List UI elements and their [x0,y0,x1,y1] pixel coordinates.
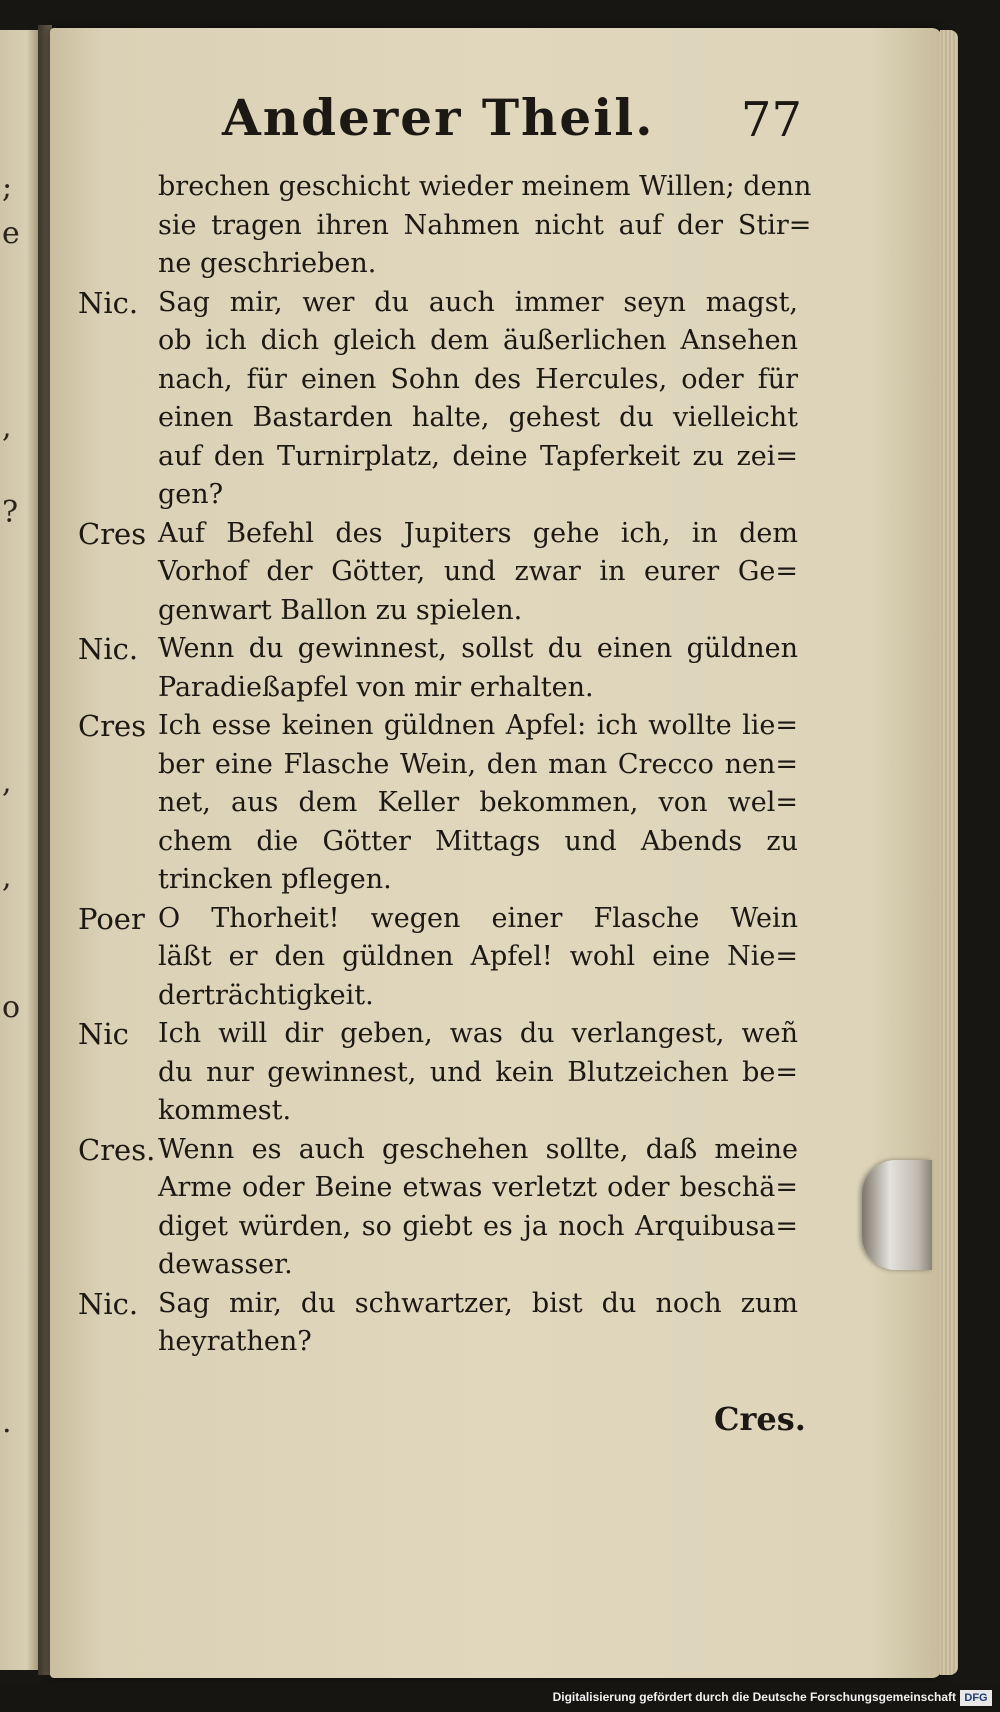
text-line: genwart Ballon zu spielen. [158,594,523,626]
speaker-label: Nic. [78,1286,139,1321]
text-line: auf den Turnirplatz, deine Tapferkeit zu zei= [158,440,798,472]
funding-credit: Digitalisierung gefördert durch die Deutsche Forschungsgemeinschaft [552,1690,956,1704]
text-line: ber eine Flasche Wein, den man Crecco nen= [158,748,798,780]
bleed-char: ? [2,495,19,530]
bleed-char: , [2,765,12,800]
text-line: brechen geschicht wieder meinem Willen; denn [158,171,812,202]
text-line: Auf Befehl des Jupiters gehe ich, in dem [158,517,798,549]
text-line: läßt er den güldnen Apfel! wohl eine Nie= [158,941,798,972]
text-line: Sag mir, wer du auch immer seyn magst, [158,286,798,318]
text-line: sie tragen ihren Nahmen nicht auf der Stir= [158,209,812,241]
speech-block [78,168,812,284]
text-line: gen? [158,479,224,510]
speech-block [78,707,798,900]
catchword: Cres. [714,1400,806,1438]
speaker-label: Nic. [78,632,139,666]
speaker-label: Cres [78,709,147,743]
text-line: Paradießapfel von mir erhalten. [158,671,594,703]
text-line: ob ich dich gleich dem äußerlichen Ansehen [158,325,798,356]
speech-text [158,168,811,284]
speech-block [78,515,798,631]
text-line: kommest. [158,1095,292,1126]
text-line: Wenn du gewinnest, sollst du einen güldnen [158,633,798,664]
text-line: Arme oder Beine etwas verletzt oder beschä= [158,1172,798,1203]
bleed-char: o [2,990,21,1025]
speech-text [158,900,798,1016]
text-line: Ich esse keinen güldnen Apfel: ich wollte lie= [158,710,798,741]
previous-page-strip [0,30,38,1670]
text-line: ne geschrieben. [158,248,377,279]
page-clip [862,1160,932,1270]
speech-block [78,900,798,1016]
text-line: einen Bastarden halte, gehest du vielleicht [158,402,798,433]
speech-text [158,1285,798,1362]
speaker-label: Poer [78,901,145,936]
text-line: du nur gewinnest, und kein Blutzeichen be= [158,1056,798,1088]
speaker-label: Nic [78,1017,129,1051]
page-header [222,88,802,158]
text-line: O Thorheit! wegen einer Flasche Wein [158,902,798,934]
speaker-label: Cres [78,516,147,551]
speech-text [158,630,798,707]
speech-text [158,284,798,515]
page-body [78,168,812,1362]
text-line: net, aus dem Keller bekommen, von wel= [158,787,798,818]
bleed-char: e [2,216,20,251]
text-line: derträchtigkeit. [158,979,374,1011]
speaker-label: Cres. [78,1132,156,1167]
text-line: Ich will dir geben, was du verlangest, weñ [158,1018,798,1049]
bleed-char: . [2,1405,12,1440]
speech-text [158,515,798,631]
text-line: diget würden, so giebt es ja noch Arquibusa= [158,1210,798,1242]
speech-block [78,284,798,515]
text-line: nach, für einen Sohn des Hercules, oder für [158,363,798,395]
text-line: Vorhof der Götter, und zwar in eurer Ge= [158,556,798,587]
text-line: dewasser. [158,1249,293,1280]
speech-text [158,1015,798,1131]
speaker-label: Nic. [78,285,139,320]
page-number: 77 [740,92,802,148]
speech-block [78,1015,798,1131]
dfg-logo-icon: DFG [960,1690,992,1706]
speech-text [158,707,798,900]
text-line: Wenn es auch geschehen sollte, daß meine [158,1133,798,1165]
bleed-char: ; [2,170,13,205]
text-line: trincken pflegen. [158,864,392,895]
text-line: heyrathen? [158,1326,312,1357]
text-line: chem die Götter Mittags und Abends zu [158,825,798,857]
speech-block [78,630,798,707]
page-edges [940,30,958,1675]
speech-text [158,1131,798,1285]
speech-block [78,1285,798,1362]
speech-block [78,1131,798,1285]
bleed-char: , [2,860,12,895]
running-title: Anderer Theil. [222,88,655,147]
bleed-char: , [2,410,12,445]
text-line: Sag mir, du schwartzer, bist du noch zum [158,1287,798,1319]
